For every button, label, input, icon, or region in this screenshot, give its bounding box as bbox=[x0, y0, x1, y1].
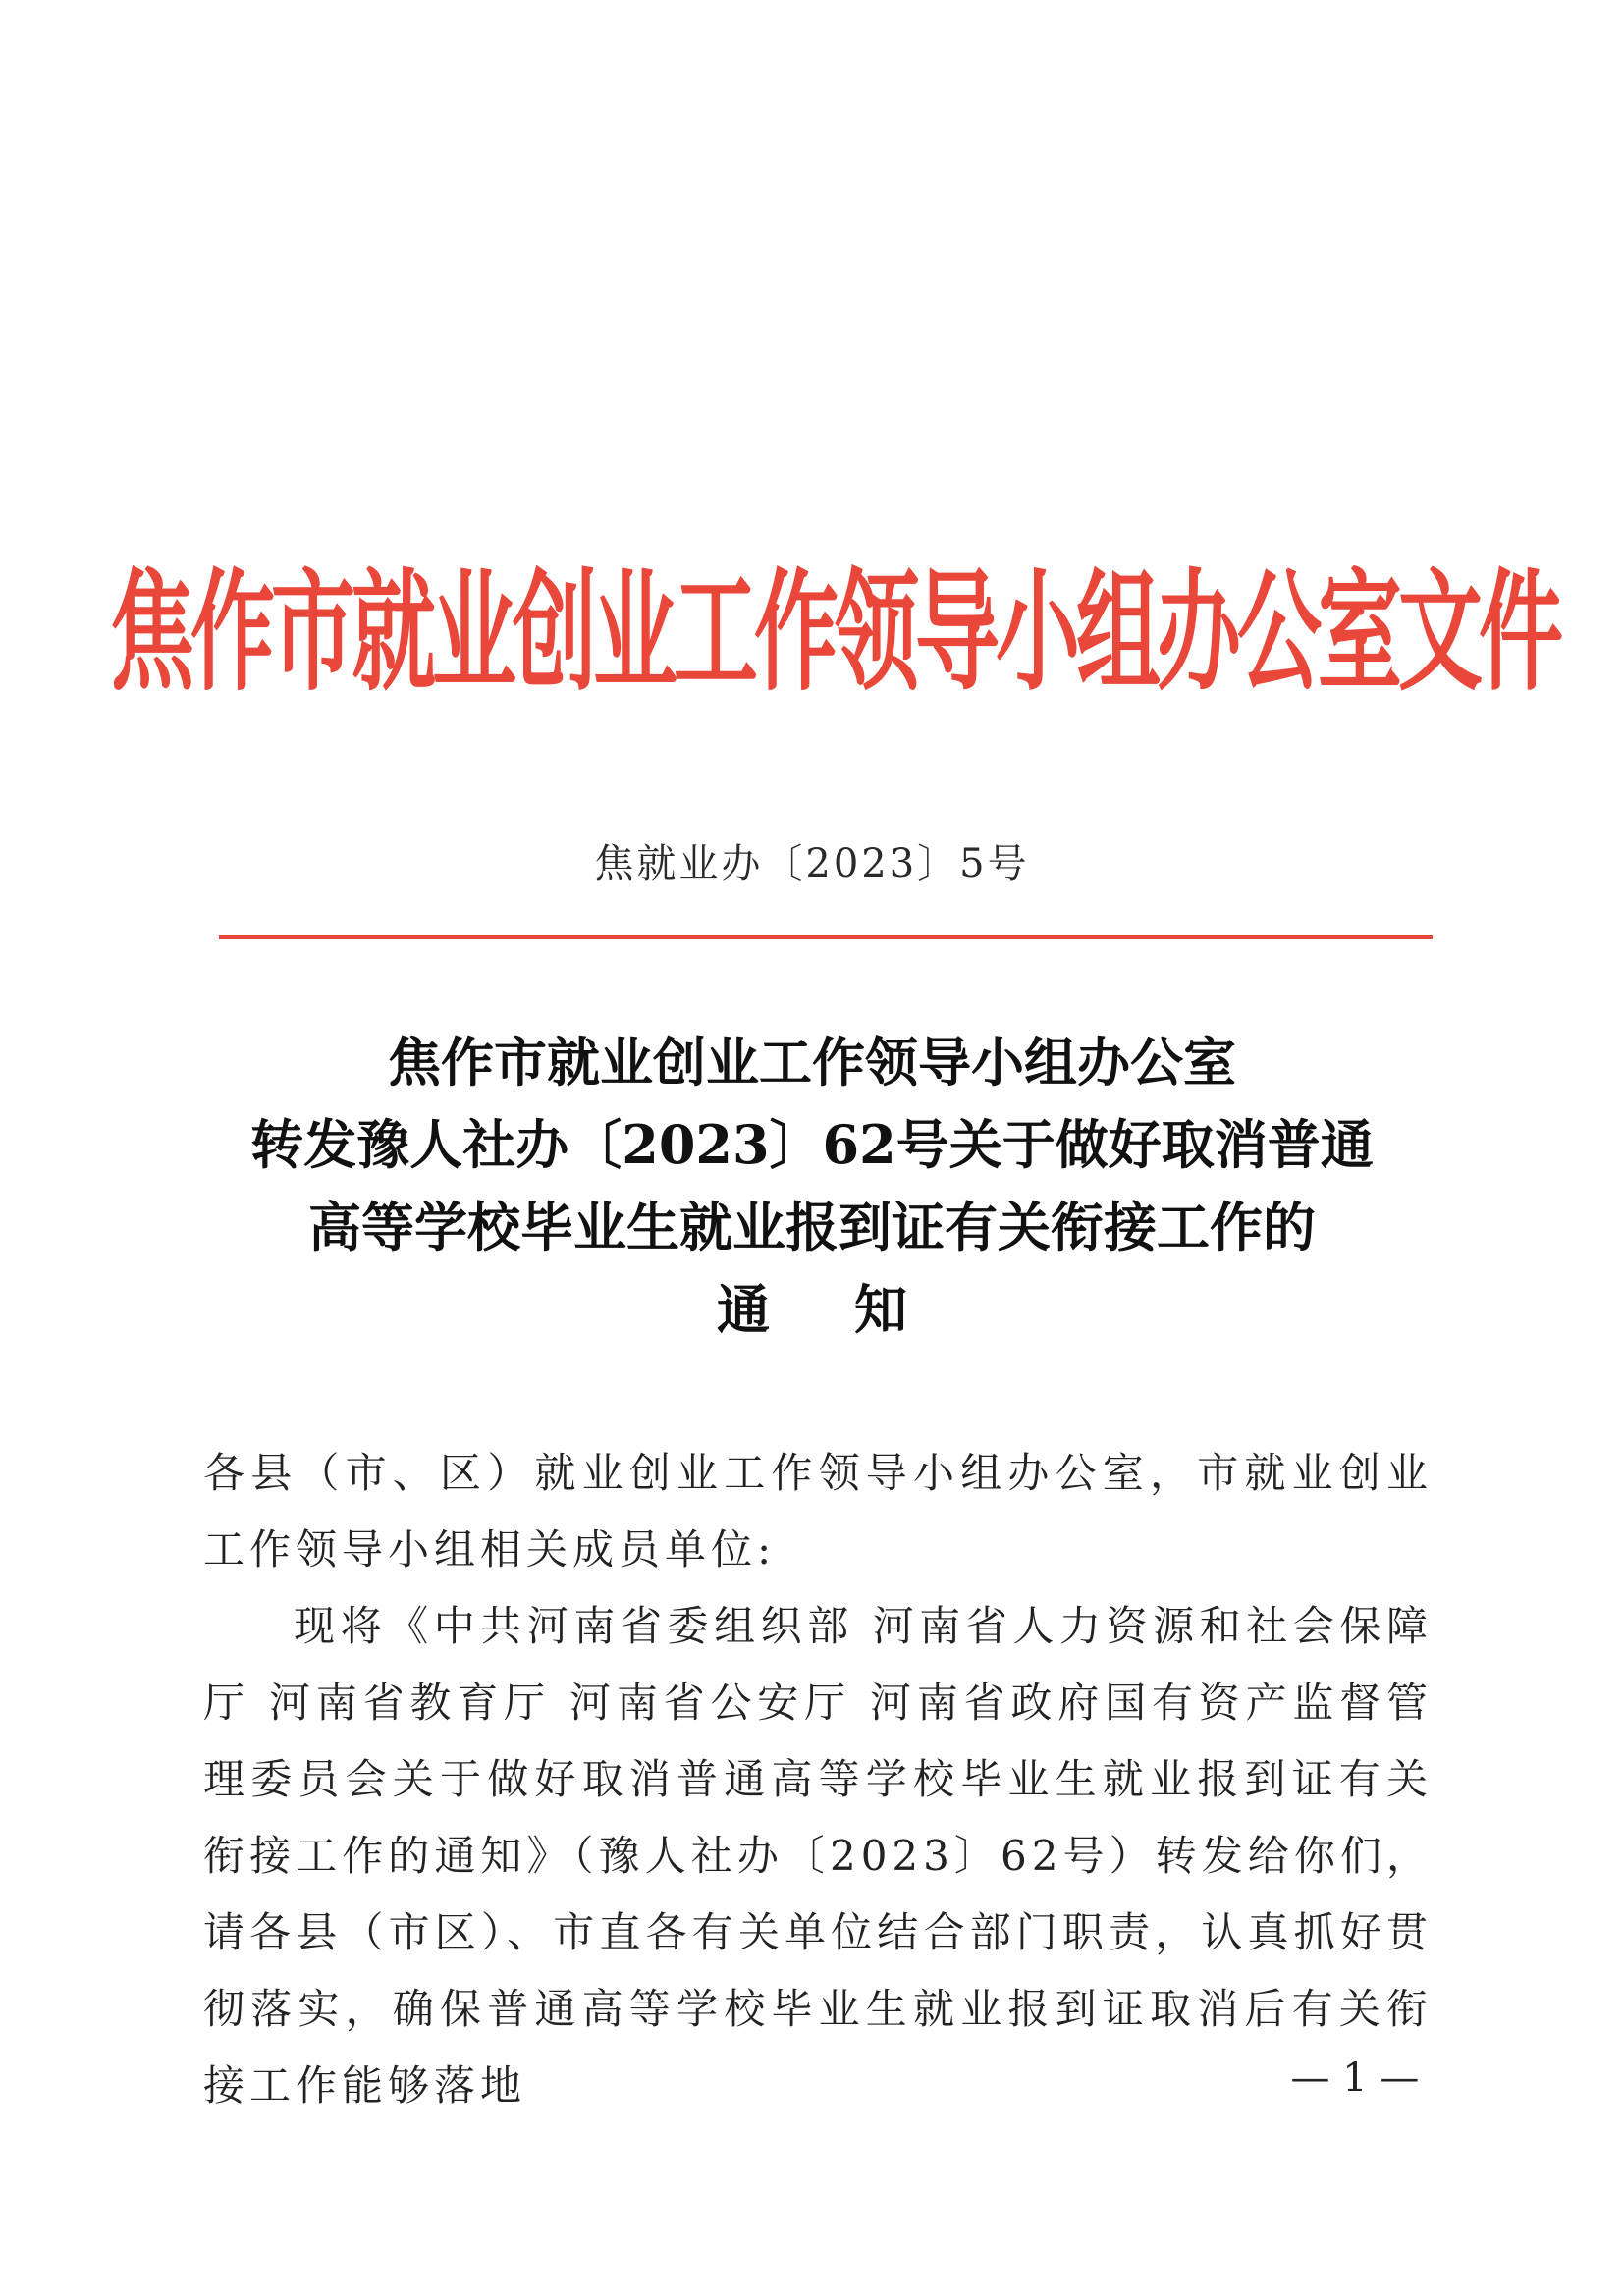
notice-title-line-3: 高等学校毕业生就业报到证有关衔接工作的 bbox=[308, 1196, 1316, 1258]
page-number: — 1 — bbox=[1290, 2056, 1420, 2101]
body-paragraph: 现将《中共河南省委组织部 河南省人力资源和社会保障厅 河南省教育厅 河南省公安厅 河南省政府国有资产监督管理委员会关于做好取消普通高等学校毕业生就业报到证有关衔接工作的通知》（豫人社办〔2023〕62号）转发给你们，请各县（市区）、市直各有关单位结合部门职责，认真抓好贯彻落实，确保普通高等学校毕业生就业报到证取消后有关衔接工作能够落地 bbox=[203, 1602, 1433, 2109]
notice-title bbox=[157, 1021, 1467, 1351]
document-body bbox=[203, 1435, 1433, 2124]
red-divider-line bbox=[219, 935, 1433, 939]
document-header-title: 焦作市就业创业工作领导小组办公室文件 bbox=[110, 557, 1559, 710]
notice-title-line-4: 通知 bbox=[717, 1278, 992, 1341]
document-number: 焦就业办〔2023〕5号 bbox=[594, 841, 1030, 886]
salutation: 各县（市、区）就业创业工作领导小组办公室，市就业创业工作领导小组相关成员单位: bbox=[203, 1449, 1433, 1574]
notice-title-line-1: 焦作市就业创业工作领导小组办公室 bbox=[388, 1031, 1236, 1094]
notice-title-line-2: 转发豫人社办〔2023〕62号关于做好取消普通 bbox=[250, 1113, 1374, 1176]
